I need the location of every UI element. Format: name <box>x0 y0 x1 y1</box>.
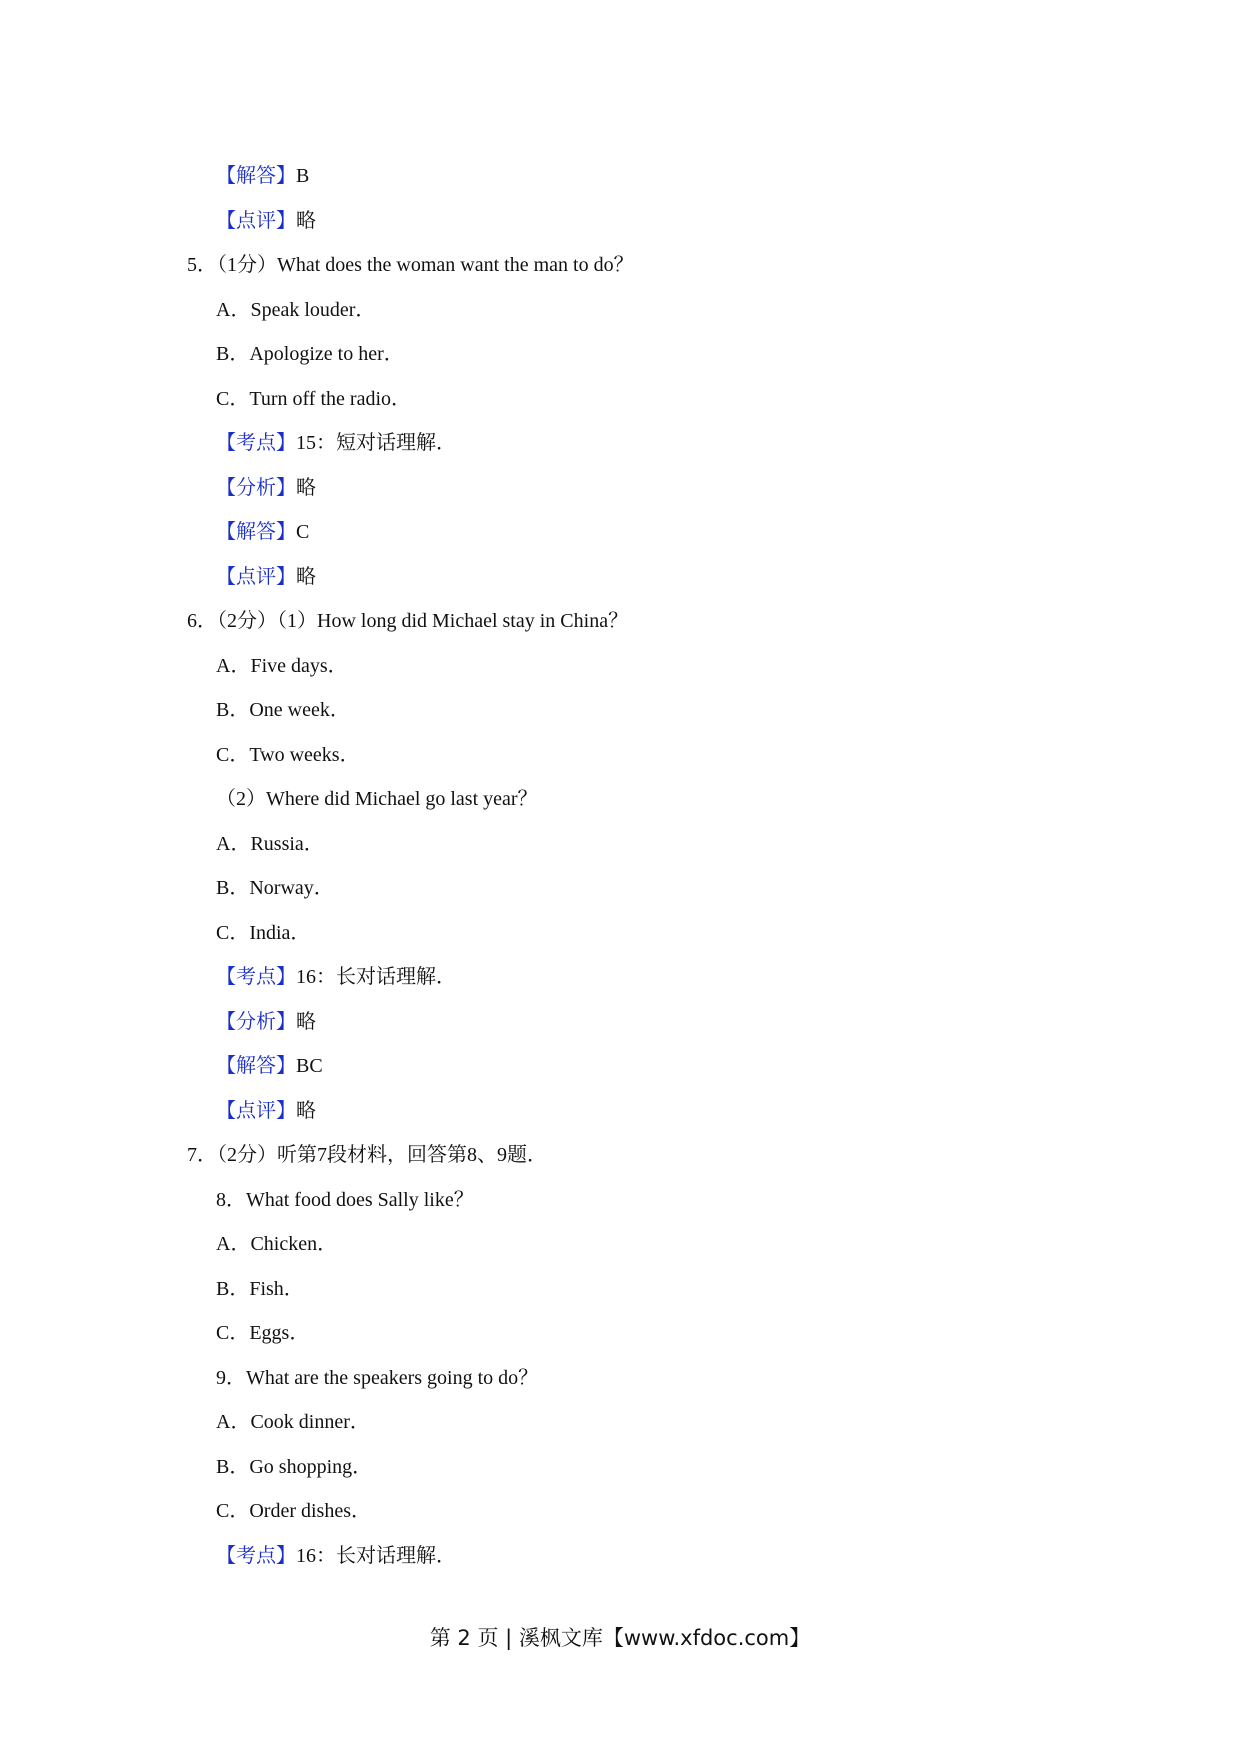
answer-field <box>216 964 456 990</box>
question-stem: 7．（2分）听第7段材料，回答第8、9题． <box>187 1144 547 1166</box>
field-value: 略 <box>296 1099 316 1122</box>
field-value: 略 <box>296 209 316 232</box>
answer-field <box>216 564 316 590</box>
question-stem: 6．（2分）（1）How long did Michael stay in China？ <box>187 610 629 632</box>
field-tag: 【点评】 <box>216 1099 296 1122</box>
field-value: 略 <box>296 565 316 588</box>
option-line: 8．What food does Sally like？ <box>216 1188 474 1211</box>
answer-field <box>216 1053 323 1079</box>
option-line: B．One week． <box>216 699 350 721</box>
option-line: C．Eggs． <box>216 1322 310 1344</box>
field-value: 16：长对话理解． <box>296 1544 456 1567</box>
option-line: A．Five days． <box>216 654 348 677</box>
answer-field <box>216 1098 316 1124</box>
field-tag: 【点评】 <box>216 565 296 588</box>
answer-field <box>216 163 309 189</box>
field-value: 15：短对话理解． <box>296 432 456 454</box>
field-tag: 【解答】 <box>216 165 296 187</box>
option-line: C．Turn off the radio． <box>216 387 411 410</box>
answer-field <box>216 1543 456 1569</box>
field-value: 16：长对话理解． <box>296 966 456 988</box>
field-tag: 【考点】 <box>216 1544 296 1567</box>
field-tag: 【点评】 <box>216 209 296 232</box>
field-value: C <box>296 521 310 543</box>
option-line: A．Russia． <box>216 832 324 855</box>
field-tag: 【考点】 <box>216 432 296 454</box>
page-footer: 第 2 页 | 溪枫文库【www.xfdoc.com】 <box>429 1626 811 1650</box>
field-tag: 【解答】 <box>216 1055 296 1077</box>
answer-field <box>216 1009 316 1035</box>
option-line: A．Cook dinner． <box>216 1411 370 1433</box>
option-line: B．Norway． <box>216 877 334 899</box>
answer-field <box>216 430 456 456</box>
field-tag: 【分析】 <box>216 1010 296 1033</box>
option-line: C．Order dishes． <box>216 1500 371 1522</box>
option-line: B．Fish． <box>216 1277 304 1300</box>
option-line: C．India． <box>216 921 311 944</box>
field-value: BC <box>296 1055 323 1077</box>
option-line: C．Two weeks． <box>216 743 360 766</box>
field-value: B <box>296 165 310 187</box>
option-line: A．Chicken． <box>216 1233 338 1255</box>
answer-field <box>216 208 316 234</box>
answer-field <box>216 519 309 545</box>
field-value: 略 <box>296 476 316 499</box>
option-line: B．Apologize to her． <box>216 343 404 365</box>
field-tag: 【分析】 <box>216 476 296 499</box>
question-stem: 5．（1分）What does the woman want the man to do？ <box>187 254 634 276</box>
field-tag: 【解答】 <box>216 521 296 543</box>
option-line: A．Speak louder． <box>216 298 376 321</box>
option-line: B．Go shopping． <box>216 1455 373 1478</box>
answer-field <box>216 475 316 501</box>
option-line: （2）Where did Michael go last year？ <box>216 788 538 810</box>
option-line: 9．What are the speakers going to do？ <box>216 1366 539 1389</box>
field-tag: 【考点】 <box>216 966 296 988</box>
field-value: 略 <box>296 1010 316 1033</box>
